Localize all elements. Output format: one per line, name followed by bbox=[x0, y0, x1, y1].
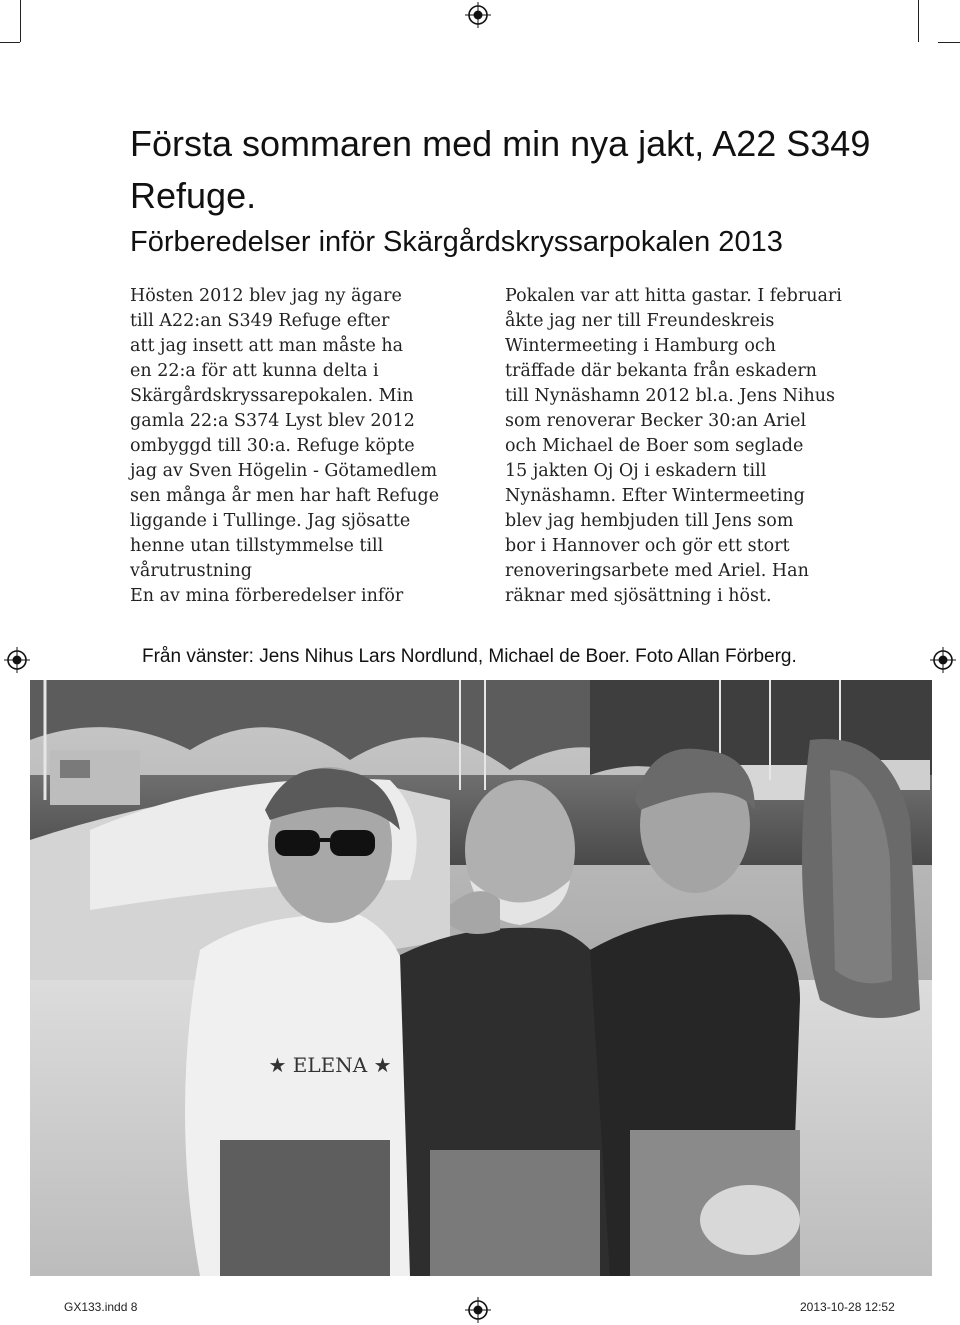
body-line: jag av Sven Högelin - Götamedlem bbox=[130, 461, 438, 481]
registration-mark-left bbox=[4, 647, 30, 673]
body-column-right bbox=[505, 284, 855, 609]
body-line: renoveringsarbete med Ariel. Han bbox=[505, 561, 809, 581]
body-line: Wintermeeting i Hamburg och bbox=[505, 336, 776, 356]
print-slug-date: 2013-10-28 12:52 bbox=[800, 1300, 895, 1314]
article-title: Första sommaren med min nya jakt, A22 S349 Refuge. bbox=[130, 123, 871, 216]
photo-illustration bbox=[30, 680, 932, 1276]
crop-mark-top-right-h bbox=[938, 42, 960, 43]
registration-mark-top bbox=[465, 2, 491, 28]
body-line: Hösten 2012 blev jag ny ägare bbox=[130, 286, 402, 306]
crop-mark-top-left bbox=[20, 0, 21, 42]
body-line: som renoverar Becker 30:an Ariel bbox=[505, 411, 807, 431]
registration-mark-bottom bbox=[465, 1297, 491, 1323]
crop-mark-top-right bbox=[918, 0, 919, 42]
body-line: gamla 22:a S374 Lyst blev 2012 bbox=[130, 411, 415, 431]
body-line: åkte jag ner till Freundeskreis bbox=[505, 311, 775, 331]
body-line: Pokalen var att hitta gastar. I februari bbox=[505, 286, 842, 306]
body-line: sen många år men har haft Refuge bbox=[130, 486, 440, 506]
body-line: till A22:an S349 Refuge efter bbox=[130, 311, 390, 331]
body-line: och Michael de Boer som seglade bbox=[505, 436, 804, 456]
body-line: bor i Hannover och gör ett stort bbox=[505, 536, 790, 556]
body-column-left bbox=[130, 284, 480, 609]
body-line: ombyggd till 30:a. Refuge köpte bbox=[130, 436, 415, 456]
body-line: vårutrustning bbox=[130, 561, 252, 581]
body-line: En av mina förberedelser inför bbox=[130, 586, 404, 606]
body-line: liggande i Tullinge. Jag sjösatte bbox=[130, 511, 411, 531]
body-line: Nynäshamn. Efter Wintermeeting bbox=[505, 486, 805, 506]
print-slug-file: GX133.indd 8 bbox=[64, 1300, 138, 1314]
body-line: till Nynäshamn 2012 bl.a. Jens Nihus bbox=[505, 386, 836, 406]
body-line: träffade där bekanta från eskadern bbox=[505, 361, 817, 381]
body-line: blev jag hembjuden till Jens som bbox=[505, 511, 794, 531]
registration-mark-right bbox=[930, 647, 956, 673]
shirt-print: ★ ELENA ★ bbox=[268, 1053, 392, 1077]
body-line: 15 jakten Oj Oj i eskadern till bbox=[505, 461, 767, 481]
crop-mark-top-left-h bbox=[0, 42, 20, 43]
photo-caption: Från vänster: Jens Nihus Lars Nordlund, Michael de Boer. Foto Allan Förberg. bbox=[142, 646, 797, 667]
body-line: Skärgårdskryssarepokalen. Min bbox=[130, 386, 414, 406]
body-line: henne utan tillstymmelse till bbox=[130, 536, 384, 556]
article-subtitle: Förberedelser inför Skärgårdskryssarpokalen 2013 bbox=[130, 226, 783, 258]
body-line: att jag insett att man måste ha bbox=[130, 336, 404, 356]
body-line: en 22:a för att kunna delta i bbox=[130, 361, 379, 381]
photo-three-sailors bbox=[30, 680, 932, 1276]
body-line: räknar med sjösättning i höst. bbox=[505, 586, 772, 606]
